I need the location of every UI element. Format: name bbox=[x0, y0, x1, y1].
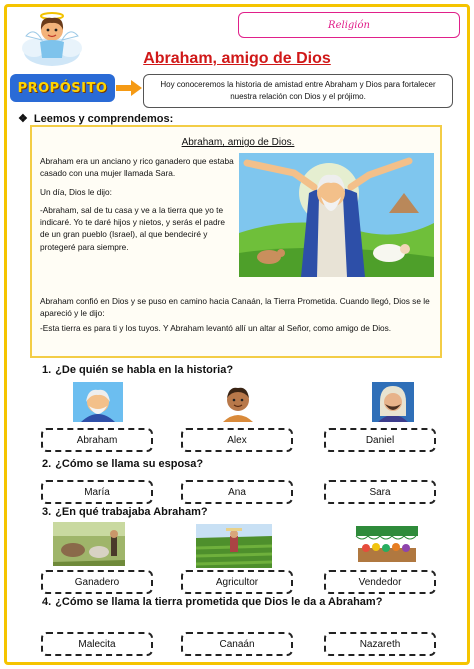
answer-option[interactable]: Canaán bbox=[181, 632, 293, 656]
abraham-illustration bbox=[239, 153, 434, 277]
diamond-bullet-icon: ❖ bbox=[18, 113, 28, 125]
story-box bbox=[30, 125, 442, 358]
page-title: Abraham, amigo de Dios bbox=[143, 50, 331, 67]
answer-option[interactable]: Ana bbox=[181, 480, 293, 504]
answer-option[interactable]: Vendedor bbox=[324, 570, 436, 594]
answer-option[interactable]: Daniel bbox=[324, 428, 436, 452]
alex-portrait-icon bbox=[217, 380, 259, 422]
story-title: Abraham, amigo de Dios. bbox=[181, 137, 295, 148]
section-heading bbox=[18, 112, 173, 125]
answer-option[interactable]: Ganadero bbox=[41, 570, 153, 594]
story-paragraph: Un día, Dios le dijo: bbox=[40, 186, 112, 197]
story-paragraph: Abraham era un anciano y rico ganadero que estaba casado con una mujer llamada Sara. bbox=[40, 156, 234, 179]
story-text-left bbox=[40, 155, 235, 259]
purpose-label: PROPÓSITO bbox=[10, 74, 115, 102]
arrow-right-icon bbox=[116, 80, 142, 96]
story-text-bottom bbox=[40, 295, 438, 336]
abraham-portrait-icon bbox=[73, 382, 123, 422]
story-paragraph: Abraham confió en Dios y se puso en camino hacia Canaán, la Tierra Prometida. Cuando llegó, Dios se le apareció y le dijo: bbox=[40, 296, 430, 319]
answer-option[interactable]: Alex bbox=[181, 428, 293, 452]
answer-option[interactable]: Agricultor bbox=[181, 570, 293, 594]
daniel-portrait-icon bbox=[372, 382, 414, 422]
market-stall-icon bbox=[352, 522, 422, 568]
answer-option[interactable]: Abraham bbox=[41, 428, 153, 452]
question-2: 2. ¿Cómo se llama su esposa? bbox=[42, 458, 204, 470]
question-4: 4. ¿Cómo se llama la tierra prometida que Dios le da a Abraham? bbox=[42, 596, 383, 608]
answer-option[interactable]: Nazareth bbox=[324, 632, 436, 656]
answer-option[interactable]: María bbox=[41, 480, 153, 504]
story-paragraph: -Esta tierra es para ti y los tuyos. Y Abraham levantó allí un altar al Señor, como amigo de Dios. bbox=[40, 322, 392, 333]
section-heading-label: Leemos y comprendemos: bbox=[33, 113, 174, 125]
subject-label: Religión bbox=[238, 12, 460, 38]
farmer-field-icon bbox=[196, 524, 272, 568]
cattle-herder-icon bbox=[53, 522, 125, 566]
question-1: 1. ¿De quién se habla en la historia? bbox=[42, 364, 234, 376]
answer-option[interactable]: Sara bbox=[324, 480, 436, 504]
question-3: 3. ¿En qué trabajaba Abraham? bbox=[42, 506, 208, 518]
purpose-text: Hoy conoceremos la historia de amistad entre Abraham y Dios para fortalecer nuestra relación con Dios y el prójimo. bbox=[143, 74, 453, 108]
answer-option[interactable]: Malecita bbox=[41, 632, 153, 656]
story-paragraph: -Abraham, sal de tu casa y ve a la tierra que yo te indicaré. Yo te daré hijos y nietos, y serás el padre de un gran pueblo (Israel), al que bendeciré y protegeré para siempre. bbox=[40, 204, 225, 252]
